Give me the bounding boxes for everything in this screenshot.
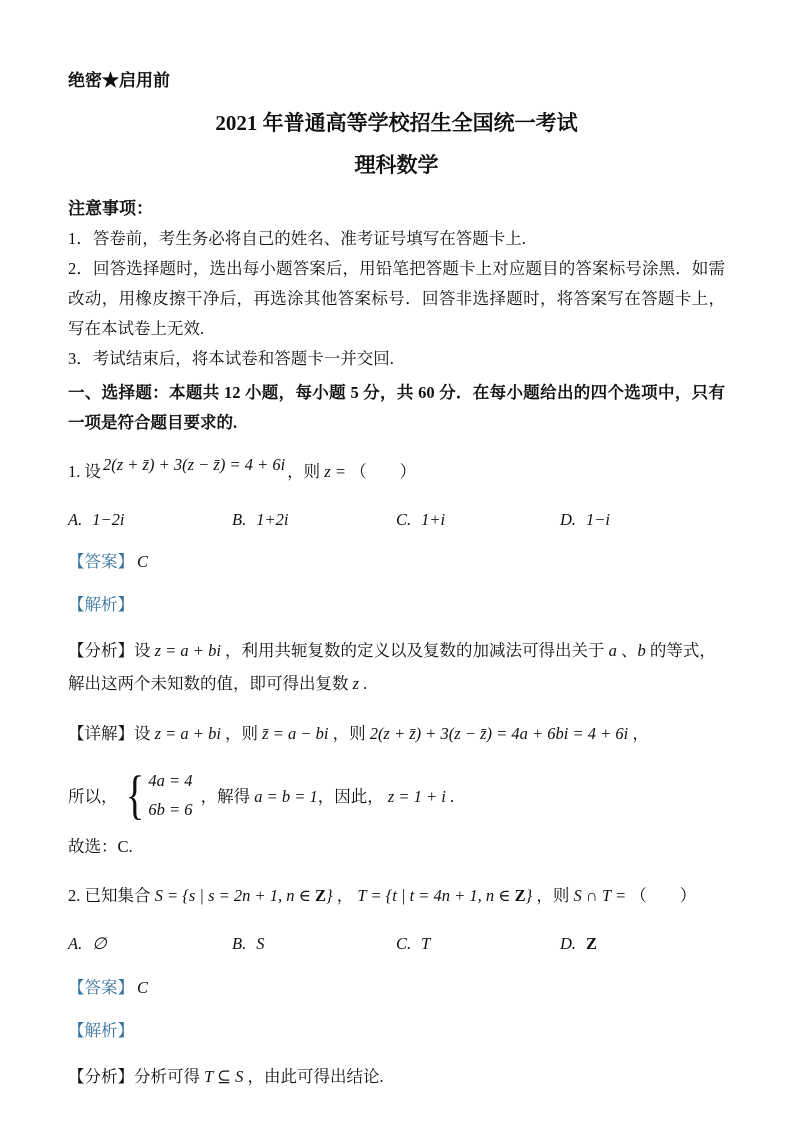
text-segment: S ∩ T = <box>573 885 631 905</box>
exam-title: 2021 年普通高等学校招生全国统一考试 <box>215 111 578 135</box>
question-2-stem <box>68 879 725 913</box>
option-a-value: 1−2i <box>92 510 125 529</box>
left-brace: { <box>125 765 144 825</box>
option-d <box>560 505 725 535</box>
question-1-equation-system <box>68 766 725 824</box>
text-segment: a <box>608 641 617 660</box>
answer-label: 【答案】 <box>68 978 134 997</box>
option-a-letter: A. <box>68 934 83 953</box>
question-1-detail <box>68 717 725 750</box>
question-1-analysis <box>68 634 725 700</box>
option-c <box>396 505 560 535</box>
so-suffix <box>201 783 455 807</box>
text-segment: ，则 <box>532 885 574 905</box>
text-segment: 2(z + z̄) + 3(z − z̄) = 4a + 6bi = 4 + 6i <box>369 723 629 743</box>
option-c-letter: C. <box>396 934 412 953</box>
option-c <box>396 929 560 959</box>
equation-column <box>148 766 192 824</box>
notices-heading: 注意事项： <box>68 199 153 218</box>
text-segment: Z <box>314 885 326 905</box>
question-1 <box>68 455 725 863</box>
notice-item-1: 1．答卷前，考生务必将自己的姓名、准考证号填写在答题卡上. <box>68 229 526 248</box>
text-segment: ，则 <box>220 723 263 743</box>
option-b <box>232 505 396 535</box>
text-segment: 2. 已知集合 <box>68 885 155 905</box>
jiexi-label: 【解析】 <box>68 594 134 614</box>
option-b-letter: B. <box>232 510 247 529</box>
text-segment: 、 <box>616 641 638 660</box>
answer-value: C <box>137 552 149 571</box>
answer-label: 【答案】 <box>68 552 134 571</box>
text-segment: 1. 设 <box>68 461 101 481</box>
option-a-value: ∅ <box>92 934 107 953</box>
option-b-letter: B. <box>232 934 247 953</box>
option-a-letter: A. <box>68 510 83 529</box>
question-1-conclusion: 故选：C. <box>68 837 133 856</box>
equation-2: 6b = 6 <box>148 800 193 819</box>
text-segment: ，因此， <box>317 787 388 806</box>
notice-item-2: 2．回答选择题时，选出每小题答案后，用铅笔把答题卡上对应题目的答案标号涂黑．如需改动，用橡皮擦干净后，再选涂其他答案标号．回答非选择题时，将答案写在答题卡上，写在本试卷上无效. <box>68 259 725 338</box>
text-segment: . <box>359 674 368 693</box>
text-segment: 2(z + z̄) + 3(z − z̄) = 4 + 6i <box>103 454 286 474</box>
text-segment: T ⊆ S <box>204 1067 244 1086</box>
option-c-value: T <box>421 934 431 953</box>
text-segment: （ ） <box>630 885 697 905</box>
text-segment: S = {s | s = 2n + 1, n ∈ <box>154 885 315 905</box>
text-segment: ，则 <box>328 723 370 743</box>
question-2-options <box>68 929 725 959</box>
exam-subject: 理科数学 <box>354 153 439 177</box>
option-d-value: 1−i <box>586 510 611 529</box>
option-b-value: 1+2i <box>256 510 289 529</box>
text-segment: T = {t | t = 4n + 1, n ∈ <box>357 885 515 905</box>
text-segment: ，利用共轭复数的定义以及复数的加减法可得出关于 <box>220 641 609 660</box>
option-b-value: S <box>256 934 265 953</box>
option-d-letter: D. <box>560 934 577 953</box>
text-segment: ，由此可得出结论. <box>243 1067 384 1086</box>
question-2-analysis <box>68 1060 725 1093</box>
question-2-answer <box>68 975 725 1001</box>
option-c-value: 1+i <box>421 510 446 529</box>
text-segment: z = 1 + i <box>387 787 446 806</box>
text-segment: z <box>352 674 360 693</box>
section-heading: 一、选择题：本题共 12 小题，每小题 5 分，共 60 分．在每小题给出的四个选项中，只有一项是符合题目要求的. <box>68 383 725 432</box>
text-segment: ，则 <box>287 461 321 481</box>
answer-value: C <box>137 978 149 997</box>
jiexi-label: 【解析】 <box>68 1020 134 1040</box>
option-d <box>560 929 725 959</box>
text-segment: （ ） <box>350 461 417 481</box>
question-1-options <box>68 505 725 535</box>
classification-banner: 绝密★启用前 <box>68 71 170 90</box>
question-1-jiexi <box>68 592 725 618</box>
text-segment: 的等式，解出这两个未知数的值，即可得出复数 <box>68 641 716 693</box>
text-segment: 【详解】设 <box>68 723 155 743</box>
text-segment: ， <box>628 723 649 743</box>
text-segment: z = a + bi <box>154 723 221 743</box>
so-prefix: 所以， <box>68 787 118 806</box>
text-segment: z = <box>320 461 351 481</box>
option-c-letter: C. <box>396 510 412 529</box>
text-segment: 【分析】设 <box>68 641 155 660</box>
text-segment: b <box>637 641 646 660</box>
option-a <box>68 929 232 959</box>
text-segment: Z <box>514 885 526 905</box>
option-d-letter: D. <box>560 510 577 529</box>
question-1-stem <box>68 455 725 489</box>
text-segment: } <box>325 885 333 905</box>
text-segment: 【分析】分析可得 <box>68 1067 205 1086</box>
text-segment: ，解得 <box>200 787 255 806</box>
notice-item-3: 3．考试结束后，将本试卷和答题卡一并交回. <box>68 349 394 368</box>
text-segment: z̄ = a − bi <box>262 723 329 743</box>
option-b <box>232 929 396 959</box>
equation-1: 4a = 4 <box>148 771 193 790</box>
text-segment: z = a + bi <box>154 641 221 660</box>
text-segment: a = b = 1 <box>254 787 318 806</box>
option-d-value: Z <box>586 934 598 953</box>
question-2 <box>68 879 725 1094</box>
text-segment: ， <box>332 885 358 905</box>
text-segment: . <box>445 787 455 806</box>
question-2-jiexi <box>68 1018 725 1044</box>
text-segment: } <box>525 885 533 905</box>
question-1-answer <box>68 549 725 575</box>
option-a <box>68 505 232 535</box>
